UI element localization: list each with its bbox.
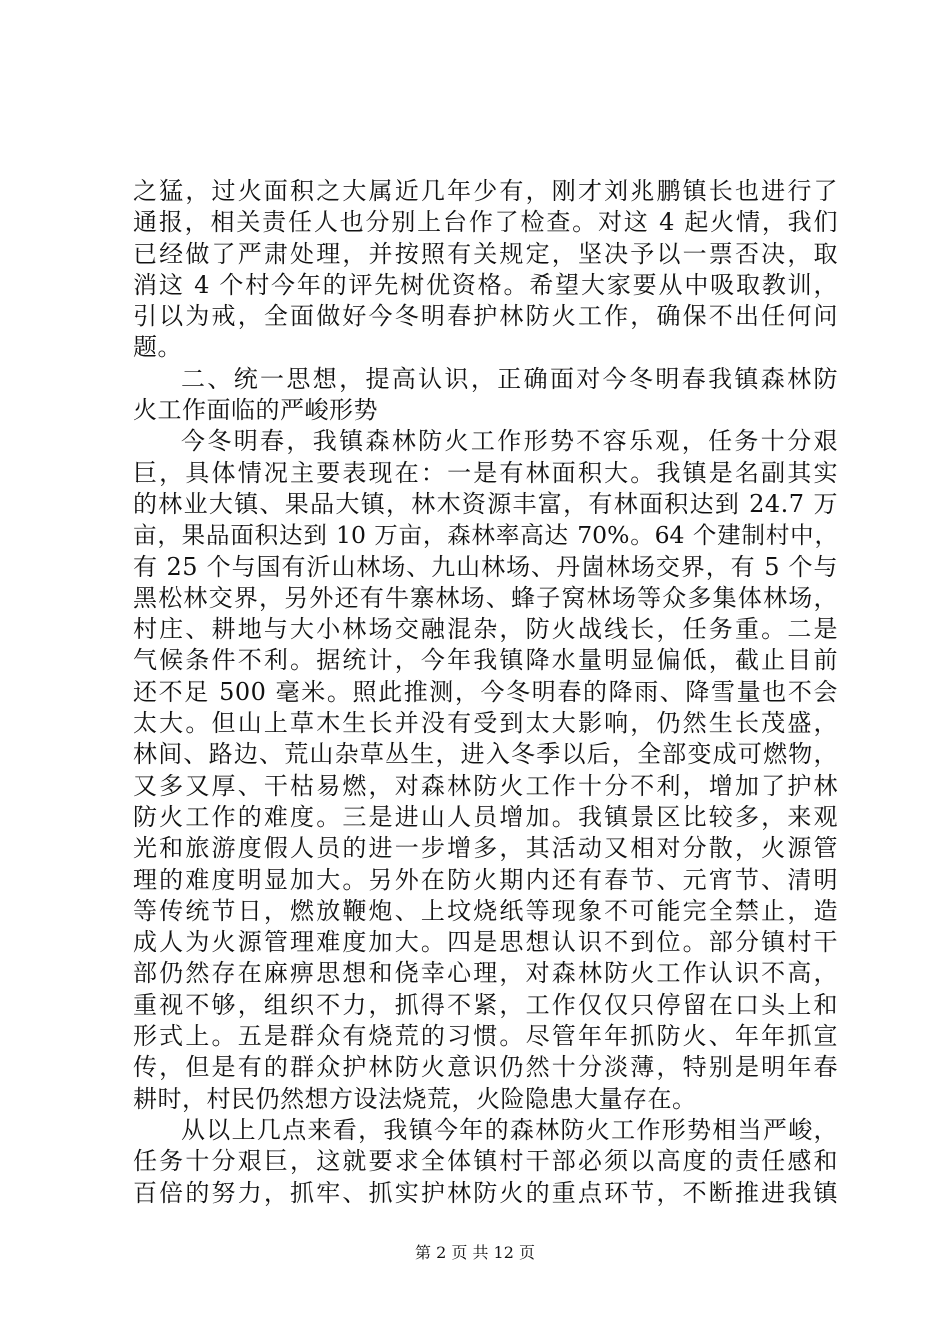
text-line: 理的难度明显加大。另外在防火期内还有春节、元宵节、清明 (133, 865, 838, 894)
text-line: 耕时，村民仍然想方设法烧荒，火险隐患大量存在。 (133, 1084, 697, 1113)
text-line: 重视不够，组织不力，抓得不紧，工作仅仅只停留在口头上和 (133, 990, 838, 1019)
text-line: 消这 4 个村今年的评先树优资格。希望大家要从中吸取教训， (133, 270, 838, 299)
text-line: 任务十分艰巨，这就要求全体镇村干部必须以高度的责任感和 (133, 1147, 838, 1176)
page-number-footer: 第 2 页 共 12 页 (415, 1243, 535, 1262)
text-line: 林间、路边、荒山杂草丛生，进入冬季以后，全部变成可燃物， (133, 740, 838, 769)
text-line: 部仍然存在麻痹思想和侥幸心理，对森林防火工作认识不高， (133, 959, 838, 988)
text-line: 又多又厚、干枯易燃，对森林防火工作十分不利，增加了护林 (133, 771, 838, 800)
text-line: 火工作面临的严峻形势 (133, 396, 378, 425)
text-line: 的林业大镇、果品大镇，林木资源丰富，有林面积达到 24.7 万 (133, 489, 838, 518)
text-line: 传，但是有的群众护林防火意识仍然十分淡薄，特别是明年春 (133, 1053, 838, 1082)
text-line: 形式上。五是群众有烧荒的习惯。尽管年年抓防火、年年抓宣 (133, 1022, 838, 1051)
text-line: 还不足 500 毫米。照此推测，今冬明春的降雨、降雪量也不会 (133, 677, 838, 706)
text-line: 有 25 个与国有沂山林场、九山林场、丹崮林场交界，有 5 个与 (133, 552, 838, 581)
text-line: 等传统节日，燃放鞭炮、上坟烧纸等现象不可能完全禁止，造 (133, 896, 838, 925)
text-line: 防火工作的难度。三是进山人员增加。我镇景区比较多，来观 (133, 802, 838, 831)
text-line: 引以为戒，全面做好今冬明春护林防火工作，确保不出任何问 (133, 302, 838, 331)
text-line: 题。 (133, 333, 182, 362)
text-line: 太大。但山上草木生长并没有受到太大影响，仍然生长茂盛， (133, 709, 838, 738)
text-line: 百倍的努力，抓牢、抓实护林防火的重点环节，不断推进我镇 (133, 1178, 838, 1207)
document-body (133, 176, 838, 1209)
text-line: 光和旅游度假人员的进一步增多，其活动又相对分散，火源管 (133, 834, 838, 863)
text-line: 之猛，过火面积之大属近几年少有，刚才刘兆鹏镇长也进行了 (133, 177, 838, 205)
text-line: 通报，相关责任人也分别上台作了检查。对这 4 起火情，我们 (133, 208, 838, 237)
text-line: 黑松林交界，另外还有牛寨林场、蜂子窝林场等众多集体林场， (133, 583, 838, 612)
text-line: 今冬明春，我镇森林防火工作形势不容乐观，任务十分艰 (181, 427, 838, 456)
text-line: 已经做了严肃处理，并按照有关规定，坚决予以一票否决，取 (133, 239, 838, 268)
text-line: 亩，果品面积达到 10 万亩，森林率高达 70%。64 个建制村中， (133, 521, 838, 550)
text-line: 二、统一思想，提高认识，正确面对今冬明春我镇森林防 (181, 364, 838, 393)
text-line: 成人为火源管理难度加大。四是思想认识不到位。部分镇村干 (133, 928, 838, 957)
text-line: 村庄、耕地与大小林场交融混杂，防火战线长，任务重。二是 (133, 615, 838, 644)
text-line: 从以上几点来看，我镇今年的森林防火工作形势相当严峻， (181, 1115, 838, 1144)
text-line: 巨，具体情况主要表现在：一是有林面积大。我镇是名副其实 (133, 458, 838, 487)
text-line: 气候条件不利。据统计，今年我镇降水量明显偏低，截止目前 (133, 646, 838, 675)
